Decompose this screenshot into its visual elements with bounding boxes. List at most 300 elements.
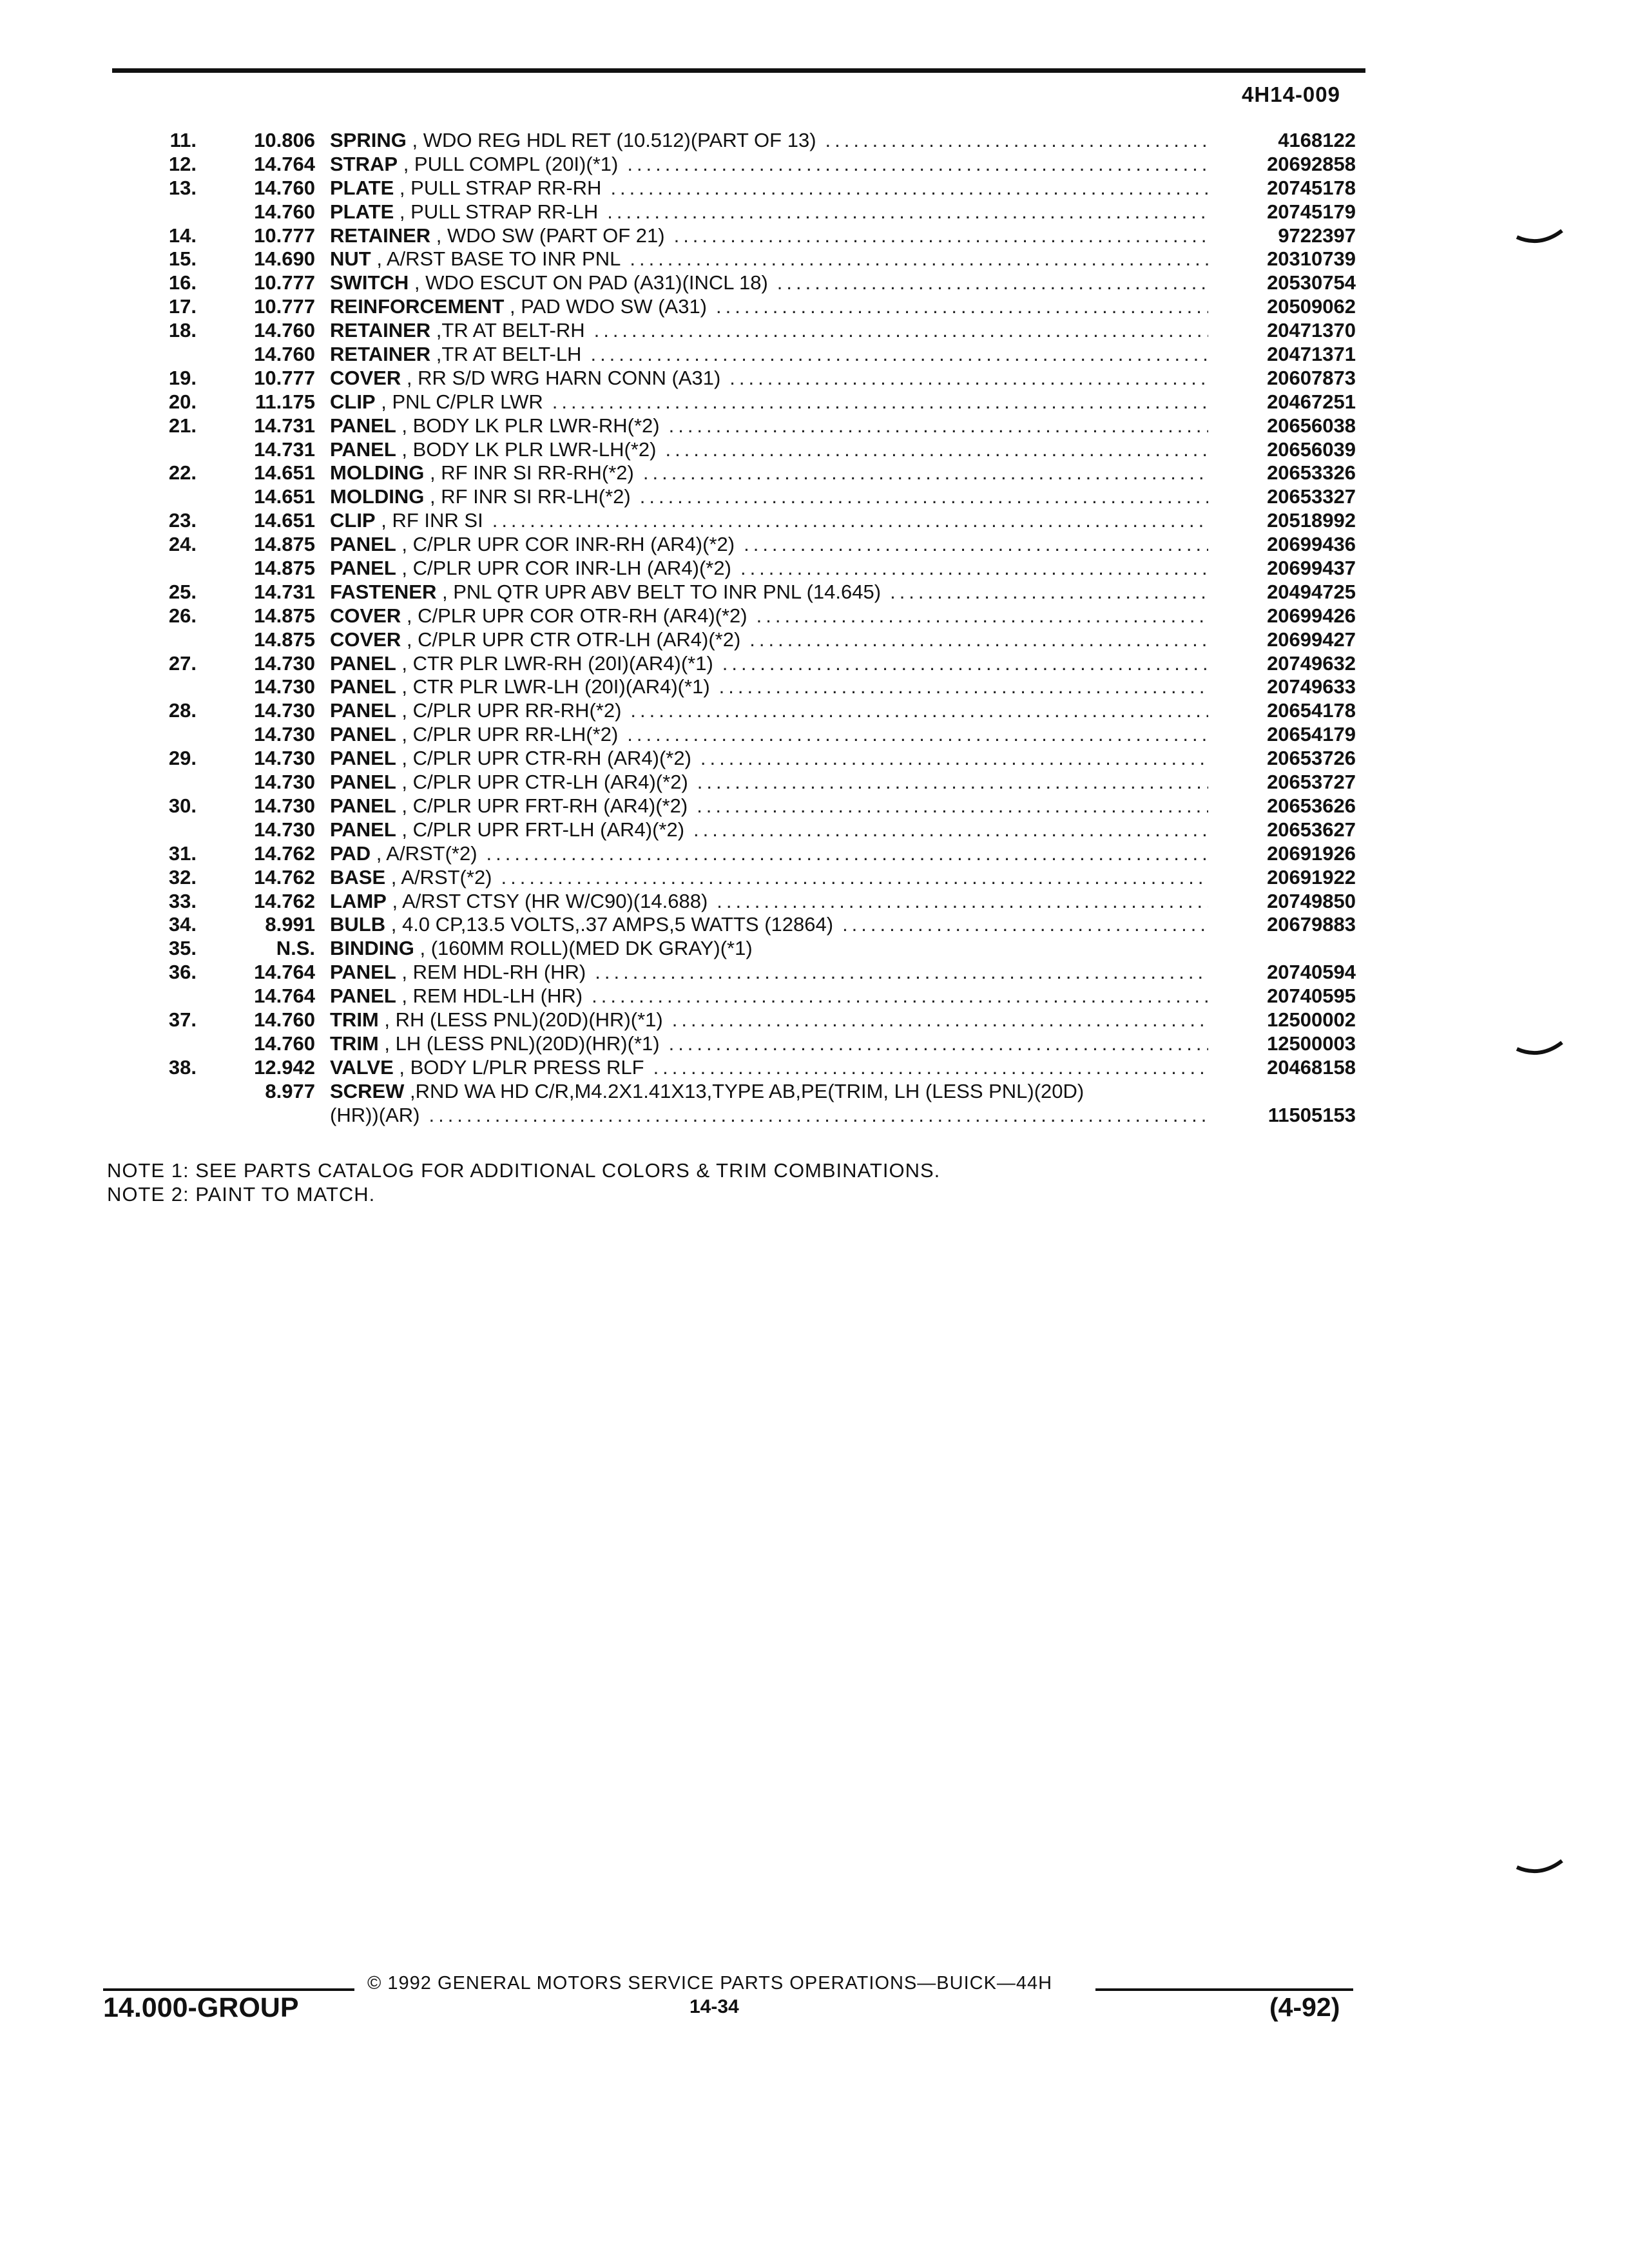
part-detail: ,TR AT BELT-RH [430,319,585,342]
dot-leader [665,438,1208,461]
dot-leader [717,890,1208,913]
top-rule [112,68,1365,73]
dot-leader [429,1104,1208,1127]
group-number: 11.175 [255,390,315,413]
binder-mark-icon [1514,1856,1566,1881]
part-number: 12500002 [1267,1008,1356,1031]
item-number: 24. [168,533,197,556]
parts-row [0,177,1629,200]
group-number: 14.651 [254,485,315,508]
part-name: PANEL [330,675,396,698]
group-number: 14.875 [254,557,315,580]
part-description [330,723,1208,746]
part-number: 20656039 [1267,437,1356,461]
item-number: 32. [168,865,197,889]
part-number: 20607873 [1267,366,1356,389]
parts-row [0,890,1629,914]
dot-leader [890,581,1208,604]
part-name: RETAINER [330,319,431,342]
part-description [330,675,1208,698]
group-number: 14.731 [254,414,315,437]
group-number: 14.875 [254,604,315,627]
part-description [330,794,1208,818]
part-description [330,200,1208,224]
part-detail: , RH (LESS PNL)(20D)(HR)(*1) [378,1008,663,1031]
part-name: SCREW [330,1079,405,1102]
part-name: PANEL [330,771,396,794]
part-detail: , LH (LESS PNL)(20D)(HR)(*1) [378,1032,660,1055]
part-name: MOLDING [330,485,425,508]
footer-date: (4-92) [1269,1992,1340,2022]
group-number: 10.777 [254,271,315,294]
group-number: 14.730 [254,747,315,770]
part-description [330,1080,1208,1103]
part-description [330,913,1208,936]
group-number: 12.942 [254,1055,315,1079]
group-number: 14.731 [254,437,315,461]
part-detail: , C/PLR UPR CTR-RH (AR4)(*2) [396,747,691,770]
part-name: PANEL [330,818,396,841]
part-description [330,771,1208,794]
part-name: REINFORCEMENT [330,295,505,318]
item-number: 31. [168,841,197,865]
part-description [330,177,1208,200]
parts-row [0,1104,1629,1128]
part-number: 20653727 [1267,771,1356,794]
part-detail: , RR S/D WRG HARN CONN (A31) [401,366,721,389]
group-number: N.S. [276,937,315,960]
parts-row [0,271,1629,295]
part-description [330,1032,1208,1055]
part-detail: , C/PLR UPR COR OTR-RH (AR4)(*2) [401,604,747,627]
page-code: 4H14-009 [1242,82,1340,106]
part-detail: , A/RST(*2) [385,865,492,889]
dot-leader [719,675,1208,698]
part-detail: , C/PLR UPR RR-RH(*2) [396,699,622,722]
note-2: NOTE 2: PAINT TO MATCH. [107,1183,376,1206]
parts-list [0,129,1629,1127]
part-detail: , REM HDL-RH (HR) [396,961,586,984]
group-number: 14.760 [254,319,315,342]
part-number: 11505153 [1268,1103,1356,1126]
item-number: 23. [168,509,197,532]
parts-row [0,961,1629,985]
parts-row [0,247,1629,271]
part-description [330,224,1208,247]
dot-leader [610,177,1208,200]
part-description [330,1008,1208,1032]
group-number: 14.730 [254,675,315,698]
part-detail: , A/RST BASE TO INR PNL [371,247,621,271]
parts-row [0,438,1629,462]
part-description [330,271,1208,294]
part-description [330,509,1208,532]
dot-leader [630,247,1208,271]
part-detail: , RF INR SI [375,509,483,532]
part-number: 20653327 [1267,485,1356,508]
part-detail: , C/PLR UPR COR INR-RH (AR4)(*2) [396,533,735,556]
dot-leader [777,271,1208,294]
part-number: 20467251 [1267,390,1356,413]
group-number: 8.977 [265,1079,315,1102]
group-number: 14.875 [254,628,315,651]
group-number: 14.760 [254,343,315,366]
parts-row [0,866,1629,890]
parts-row [0,319,1629,343]
parts-row [0,200,1629,224]
part-number: 20653626 [1267,794,1356,817]
group-number: 14.730 [254,818,315,841]
dot-leader [653,1056,1208,1079]
parts-row [0,295,1629,319]
binder-mark-icon [1514,226,1566,251]
part-number: 20656038 [1267,414,1356,437]
part-detail: , PULL STRAP RR-RH [394,176,602,199]
part-name: STRAP [330,152,398,175]
part-description [330,604,1208,628]
parts-row [0,652,1629,676]
part-description [330,985,1208,1008]
group-number: 14.760 [254,200,315,223]
parts-row [0,461,1629,485]
item-number: 11. [169,129,197,151]
part-detail: , C/PLR UPR FRT-RH (AR4)(*2) [396,794,688,817]
item-number: 20. [168,390,197,413]
dot-leader [669,1032,1208,1055]
group-number: 14.760 [254,176,315,199]
part-detail: , C/PLR UPR COR INR-LH (AR4)(*2) [396,557,731,580]
item-number: 13. [168,176,197,199]
dot-leader [716,295,1208,318]
part-description [330,557,1208,580]
part-description [330,1056,1208,1079]
group-number: 14.762 [254,865,315,889]
part-detail: , BODY L/PLR PRESS RLF [393,1055,644,1079]
item-number: 37. [168,1008,197,1031]
part-number: 4168122 [1278,129,1356,151]
item-number: 15. [168,247,197,271]
part-description [330,890,1208,913]
part-detail: , CTR PLR LWR-LH (20I)(AR4)(*1) [396,675,710,698]
part-number: 20691922 [1267,865,1356,889]
parts-row [0,1080,1629,1104]
parts-row [0,581,1629,604]
dot-leader [590,343,1208,366]
footer-group: 14.000-GROUP [103,1992,299,2023]
part-name: SWITCH [330,271,409,294]
group-number: 14.760 [254,1008,315,1031]
part-detail: , C/PLR UPR RR-LH(*2) [396,723,619,746]
part-detail: , CTR PLR LWR-RH (20I)(AR4)(*1) [396,651,713,675]
part-number: 20679883 [1267,913,1356,936]
parts-row [0,842,1629,866]
part-description [330,533,1208,556]
part-name: RETAINER [330,343,431,366]
part-detail: , 4.0 CP,13.5 VOLTS,.37 AMPS,5 WATTS (12864) [385,913,834,936]
footer-copyright: © 1992 GENERAL MOTORS SERVICE PARTS OPERATIONS—BUICK—44H [367,1973,1053,1994]
parts-row [0,699,1629,723]
parts-row [0,414,1629,438]
group-number: 10.806 [254,129,315,151]
dot-leader [842,913,1208,936]
part-name: BULB [330,913,386,936]
part-number: 20691926 [1267,841,1356,865]
part-number: 20468158 [1267,1055,1356,1079]
parts-row [0,509,1629,533]
parts-row [0,153,1629,177]
dot-leader [674,224,1208,247]
parts-row [0,557,1629,581]
part-name: PANEL [330,414,396,437]
part-name: LAMP [330,889,387,912]
item-number: 38. [168,1055,197,1079]
part-detail: , C/PLR UPR CTR-LH (AR4)(*2) [396,771,688,794]
part-name: PANEL [330,699,396,722]
footer-rule-left [103,1988,354,1991]
item-number: 21. [168,414,197,437]
parts-row [0,675,1629,699]
part-description [330,390,1208,414]
parts-row [0,985,1629,1008]
part-detail: , PULL STRAP RR-LH [394,200,599,223]
dot-leader [757,604,1208,628]
group-number: 14.690 [254,247,315,271]
group-number: 14.762 [254,841,315,865]
part-number: 20699426 [1267,604,1356,627]
group-number: 14.764 [254,152,315,175]
part-detail: , PAD WDO SW (A31) [504,295,708,318]
dot-leader [693,818,1208,841]
part-name: SPRING [330,129,407,151]
part-name: COVER [330,366,401,389]
parts-row [0,604,1629,628]
part-detail: ,RND WA HD C/R,M4.2X1.41X13,TYPE AB,PE(TRIM, LH (LESS PNL)(20D) [404,1079,1084,1102]
part-name: PLATE [330,176,394,199]
part-number: 20749632 [1267,651,1356,675]
dot-leader [501,866,1208,889]
part-description [330,485,1208,508]
dot-leader [627,723,1208,746]
part-number: 20530754 [1267,271,1356,294]
part-name: COVER [330,628,401,651]
part-description [330,153,1208,176]
part-name: PANEL [330,557,396,580]
part-number: 20699436 [1267,533,1356,556]
group-number: 8.991 [265,913,315,936]
part-name: FASTENER [330,580,437,603]
dot-leader [487,842,1208,865]
item-number: 25. [168,580,197,603]
group-number: 14.760 [254,1032,315,1055]
part-number: 20653627 [1267,818,1356,841]
group-number: 14.730 [254,771,315,794]
item-number: 26. [168,604,197,627]
parts-row [0,628,1629,652]
dot-leader [672,1008,1208,1032]
part-description [330,818,1208,841]
part-description [330,961,1208,984]
part-description [330,866,1208,889]
part-detail: , BODY LK PLR LWR-RH(*2) [396,414,660,437]
group-number: 14.875 [254,533,315,556]
part-name: TRIM [330,1032,379,1055]
part-name: MOLDING [330,461,425,485]
group-number: 14.764 [254,985,315,1008]
parts-row [0,771,1629,794]
part-number: 20653726 [1267,747,1356,770]
part-number: 20471371 [1267,343,1356,366]
parts-row [0,937,1629,961]
dot-leader [607,200,1208,224]
part-number: 20692858 [1267,152,1356,175]
item-number: 35. [168,937,197,960]
part-name: CLIP [330,390,376,413]
part-name: PANEL [330,723,396,746]
item-number: 36. [168,961,197,984]
group-number: 14.730 [254,699,315,722]
part-detail: , RF INR SI RR-RH(*2) [424,461,634,485]
footer-page-number: 14-34 [689,1996,739,2017]
item-number: 27. [168,651,197,675]
part-description [330,652,1208,675]
part-name: PANEL [330,651,396,675]
parts-row [0,747,1629,771]
part-detail: , PULL COMPL (20I)(*1) [398,152,619,175]
part-description [330,129,1208,152]
parts-row [0,367,1629,390]
part-number: 12500003 [1267,1032,1356,1055]
part-detail: ,TR AT BELT-LH [430,343,582,366]
part-description [330,699,1208,722]
part-detail: , C/PLR UPR CTR OTR-LH (AR4)(*2) [401,628,741,651]
parts-row [0,343,1629,367]
parts-row [0,723,1629,747]
part-number: 20740595 [1267,985,1356,1008]
item-number: 34. [168,913,197,936]
part-name: PANEL [330,985,396,1008]
parts-row [0,485,1629,509]
group-number: 14.762 [254,889,315,912]
item-number: 30. [168,794,197,817]
parts-row [0,224,1629,248]
dot-leader [744,533,1208,556]
part-description [330,842,1208,865]
part-description [330,438,1208,461]
part-detail: , A/RST(*2) [371,841,477,865]
part-number: 20745178 [1267,176,1356,199]
part-detail: , A/RST CTSY (HR W/C90)(14.688) [386,889,708,912]
part-number: 20699437 [1267,557,1356,580]
item-number: 22. [168,461,197,485]
dot-leader [627,153,1208,176]
dot-leader [595,961,1208,984]
dot-leader [749,628,1208,651]
part-description [330,747,1208,770]
dot-leader [640,485,1208,508]
part-name: TRIM [330,1008,379,1031]
part-name: BINDING [330,937,414,960]
part-number: 20740594 [1267,961,1356,984]
parts-row [0,913,1629,937]
part-detail: , WDO ESCUT ON PAD (A31)(INCL 18) [409,271,768,294]
item-number: 12. [168,152,197,175]
parts-row [0,794,1629,818]
dot-leader [729,367,1208,390]
part-number: 20654179 [1267,723,1356,746]
part-name: PLATE [330,200,394,223]
part-name: COVER [330,604,401,627]
item-number: 33. [168,889,197,912]
part-description [330,461,1208,485]
part-name: PANEL [330,747,396,770]
part-detail: , WDO REG HDL RET (10.512)(PART OF 13) [406,129,816,151]
part-number: 20471370 [1267,319,1356,342]
part-detail: , C/PLR UPR FRT-LH (AR4)(*2) [396,818,685,841]
item-number: 28. [168,699,197,722]
part-description [330,414,1208,437]
part-number: 20494725 [1267,580,1356,603]
part-name: PANEL [330,533,396,556]
part-detail: , RF INR SI RR-LH(*2) [424,485,631,508]
part-description [330,1104,1208,1127]
part-description [330,628,1208,651]
dot-leader [825,129,1208,152]
part-number: 20745179 [1267,200,1356,223]
group-number: 14.730 [254,651,315,675]
dot-leader [594,319,1208,342]
part-number: 20310739 [1267,247,1356,271]
binder-mark-icon [1514,1037,1566,1063]
footer-rule-right [1095,1988,1353,1991]
part-name: PANEL [330,437,396,461]
item-number: 19. [168,366,197,389]
part-number: 20749633 [1267,675,1356,698]
group-number: 14.651 [254,461,315,485]
part-number: 20749850 [1267,889,1356,912]
part-name: PANEL [330,794,396,817]
part-description [330,343,1208,366]
item-number: 17. [168,295,197,318]
parts-row [0,129,1629,153]
part-description [330,937,1208,960]
dot-leader [697,771,1208,794]
dot-leader [740,557,1208,580]
dot-leader [643,461,1208,485]
parts-row [0,533,1629,557]
part-description [330,581,1208,604]
parts-row [0,1008,1629,1032]
group-number: 14.764 [254,961,315,984]
parts-row [0,1032,1629,1056]
item-number: 16. [168,271,197,294]
part-number: 20654178 [1267,699,1356,722]
group-number: 14.651 [254,509,315,532]
dot-leader [700,747,1208,770]
dot-leader [552,390,1208,414]
part-number: 20699427 [1267,628,1356,651]
group-number: 10.777 [254,295,315,318]
group-number: 10.777 [254,366,315,389]
part-detail: (HR))(AR) [330,1103,420,1126]
item-number: 29. [168,747,197,770]
part-description [330,367,1208,390]
parts-row [0,818,1629,842]
group-number: 10.777 [254,224,315,247]
part-name: PANEL [330,961,396,984]
part-number: 20518992 [1267,509,1356,532]
note-1: NOTE 1: SEE PARTS CATALOG FOR ADDITIONAL COLORS & TRIM COMBINATIONS. [107,1159,941,1182]
dot-leader [697,794,1208,818]
